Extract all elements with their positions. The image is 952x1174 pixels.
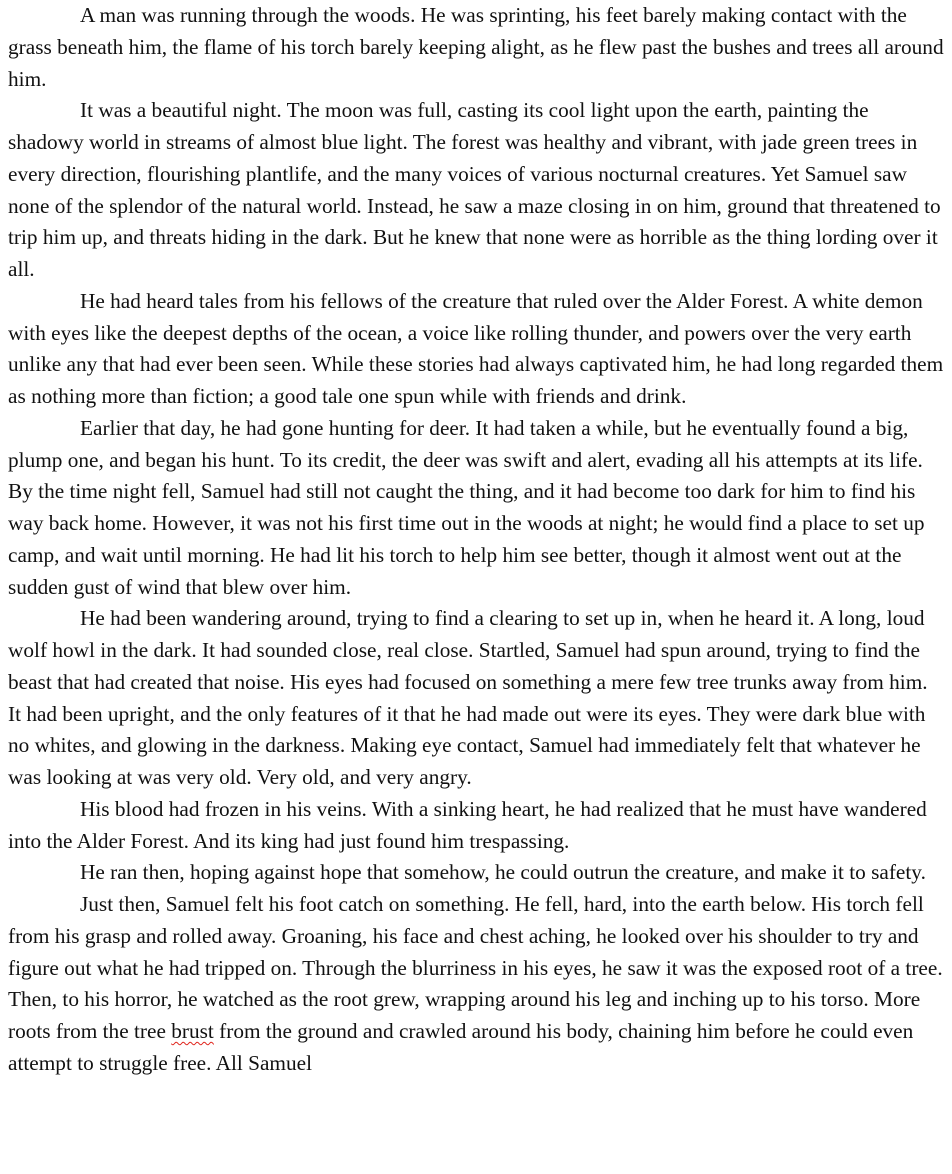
paragraph: Earlier that day, he had gone hunting for deer. It had taken a while, but he eventually found a big, plump one, and began his hunt. To its credit, the deer was swift and alert, evading all his attempts at its life. By the time night fell, Samuel had still not caught the thing, and it had become too dark for him to find his way back home. However, it was not his first time out in the woods at night; he would find a place to set up camp, and wait until morning. He had lit his torch to help him see better, though it almost went out at the sudden gust of wind that blew over him. xyxy=(8,415,925,599)
paragraph: He had been wandering around, trying to find a clearing to set up in, when he heard it. A long, loud wolf howl in the dark. It had sounded close, real close. Startled, Samuel had spun around, trying to find the beast that had created that noise. His eyes had focused on something a mere few tree trunks away from him. It had been upright, and the only features of it that he had made out were its eyes. They were dark blue with no whites, and glowing in the darkness. Making eye contact, Samuel had immediately felt that whatever he was looking at was very old. Very old, and very angry. xyxy=(8,606,928,789)
paragraph: It was a beautiful night. The moon was full, casting its cool light upon the earth, painting the shadowy world in streams of almost blue light. The forest was healthy and vibrant, with jade green trees in every direction, flourishing plantlife, and the many voices of various nocturnal creatures. Yet Samuel saw none of the splendor of the natural world. Instead, he saw a maze closing in on him, ground that threatened to trip him up, and threats hiding in the dark. But he knew that none were as horrible as the thing lording over it all. xyxy=(8,98,941,281)
paragraph-text-before: Just then, Samuel felt his foot catch on something. He fell, hard, into the earth below. His torch fell from his grasp and rolled away. Groaning, his face and chest aching, he looked over his shoulder to try and figure out what he had tripped on. Through the blurriness in his eyes, he saw it was the exposed root of a tree. Then, to his horror, he watched as the root grew, wrapping around his leg and inching up to his torso. More roots from the tree xyxy=(8,892,943,1043)
spellcheck-error-word[interactable]: brust xyxy=(171,1019,214,1043)
paragraph: He ran then, hoping against hope that somehow, he could outrun the creature, and make it to safety. xyxy=(80,860,926,885)
document-page xyxy=(8,0,944,1080)
paragraph: His blood had frozen in his veins. With a sinking heart, he had realized that he must have wandered into the Alder Forest. And its king had just found him trespassing. xyxy=(8,796,927,853)
paragraph: He had heard tales from his fellows of the creature that ruled over the Alder Forest. A white demon with eyes like the deepest depths of the ocean, a voice like rolling thunder, and powers over the very earth unlike any that had ever been seen. While these stories had always captivated him, he had long regarded them as nothing more than fiction; a good tale one spun while with friends and drink. xyxy=(8,288,944,408)
paragraph-text-after: from the ground and crawled around his body, chaining him before he could even attempt to struggle free. All Samuel xyxy=(8,1019,914,1075)
paragraph: A man was running through the woods. He was sprinting, his feet barely making contact with the grass beneath him, the flame of his torch barely keeping alight, as he flew past the bushes and trees all around him. xyxy=(8,3,944,91)
paragraph-last xyxy=(8,889,944,1080)
